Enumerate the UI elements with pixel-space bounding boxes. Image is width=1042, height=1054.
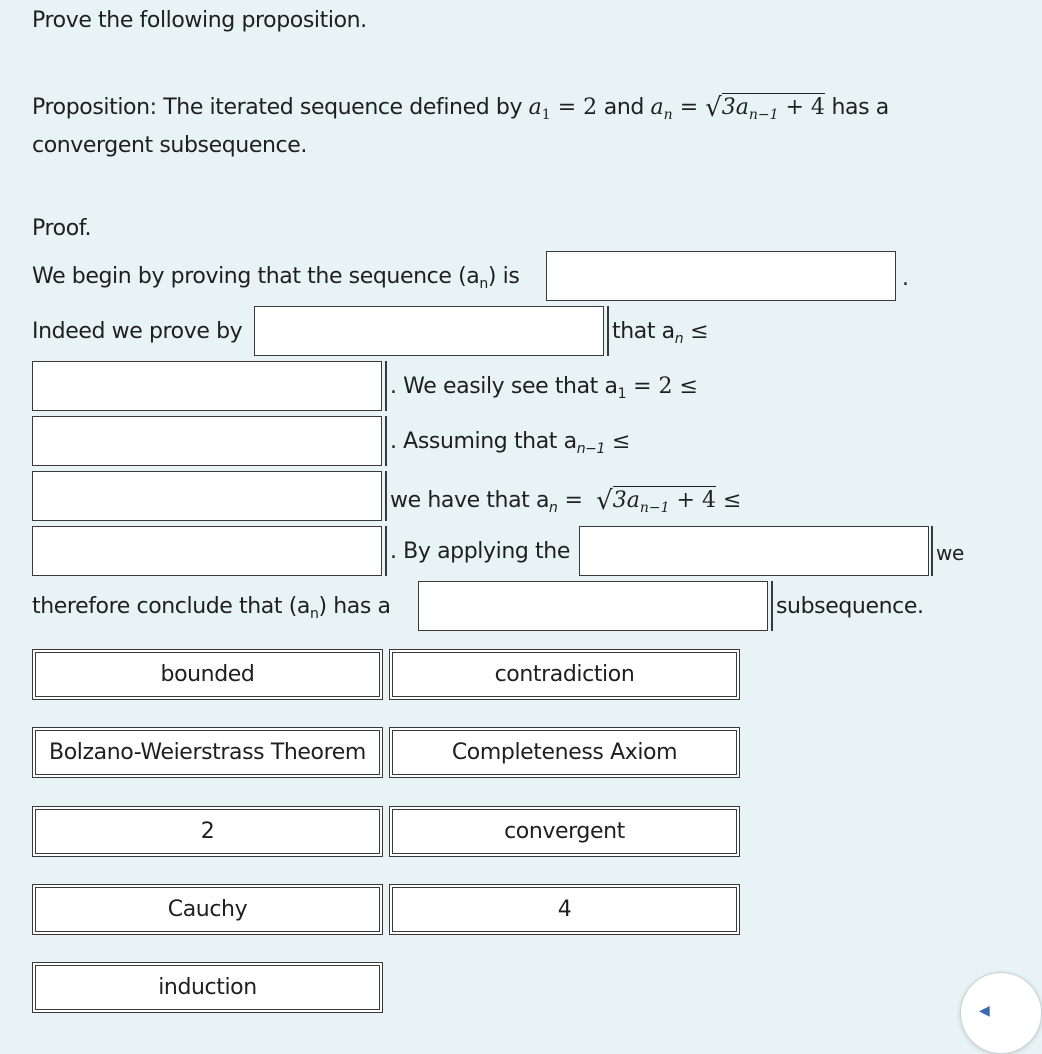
proof-line-5: we have that $a_n = √3a_{n-1} + 4$ ≤: [390, 486, 742, 516]
drop-zone-3[interactable]: [32, 361, 382, 411]
drop-zone-2[interactable]: [254, 306, 604, 356]
instruction-text: Prove the following proposition.: [32, 8, 367, 33]
a1-symbol: $a_1 = 2$: [528, 95, 598, 123]
proof-line-4: . Assuming that $a_{n-1}$ ≤: [390, 429, 631, 457]
answer-tile-4[interactable]: 4: [389, 884, 740, 935]
drop-zone-5[interactable]: [32, 471, 382, 521]
proof-line-7-tail: subsequence.: [776, 594, 924, 619]
proposition-prefix: Proposition: The iterated sequence defined by: [32, 95, 529, 120]
proof-line-2-tail: that $a_n$ ≤: [612, 319, 709, 347]
line-5-divider: [385, 471, 387, 521]
line-2-divider: [607, 306, 609, 356]
proof-line-7: therefore conclude that $(a_n)$ has a: [32, 594, 391, 622]
drop-zone-6[interactable]: [32, 526, 382, 576]
proof-line-3: . We easily see that $a_1 = 2$ ≤: [390, 374, 698, 402]
proof-line-6-tail: we: [936, 541, 964, 565]
answer-tile-induction[interactable]: induction: [32, 962, 383, 1013]
answer-tile-bounded[interactable]: bounded: [32, 649, 383, 700]
chevron-left-icon: ◀: [979, 1003, 990, 1019]
answer-tile-cauchy[interactable]: Cauchy: [32, 884, 383, 935]
answer-tile-completeness-axiom[interactable]: Completeness Axiom: [389, 727, 740, 778]
line-7-divider: [771, 581, 773, 631]
drop-zone-7[interactable]: [579, 526, 929, 576]
line-3-divider: [385, 361, 387, 411]
answer-tile-2[interactable]: 2: [32, 806, 383, 857]
line-6-right-divider: [931, 526, 933, 576]
proof-title: Proof.: [32, 216, 92, 241]
drop-zone-4[interactable]: [32, 416, 382, 466]
proposition-line-2: convergent subsequence.: [32, 133, 307, 158]
an-definition: $a_n = √3a_{n-1} + 4$: [650, 93, 825, 123]
proof-line-2: Indeed we prove by: [32, 319, 243, 344]
line-4-divider: [385, 416, 387, 466]
proof-line-6: . By applying the: [390, 539, 570, 564]
drop-zone-1[interactable]: [546, 251, 896, 301]
corner-float-button[interactable]: [960, 972, 1042, 1054]
drop-zone-8[interactable]: [418, 581, 768, 631]
line-6-divider: [385, 526, 387, 576]
proof-line-1: We begin by proving that the sequence $(a_n)$ is: [32, 264, 520, 292]
line-1-period: .: [902, 266, 909, 291]
proposition-line-1: [32, 93, 889, 123]
answer-tile-contradiction[interactable]: contradiction: [389, 649, 740, 700]
proposition-and: and: [597, 95, 651, 120]
answer-tile-bolzano-weierstrass[interactable]: Bolzano-Weierstrass Theorem: [32, 727, 383, 778]
answer-tile-convergent[interactable]: convergent: [389, 806, 740, 857]
proposition-suffix: has a: [824, 95, 889, 120]
